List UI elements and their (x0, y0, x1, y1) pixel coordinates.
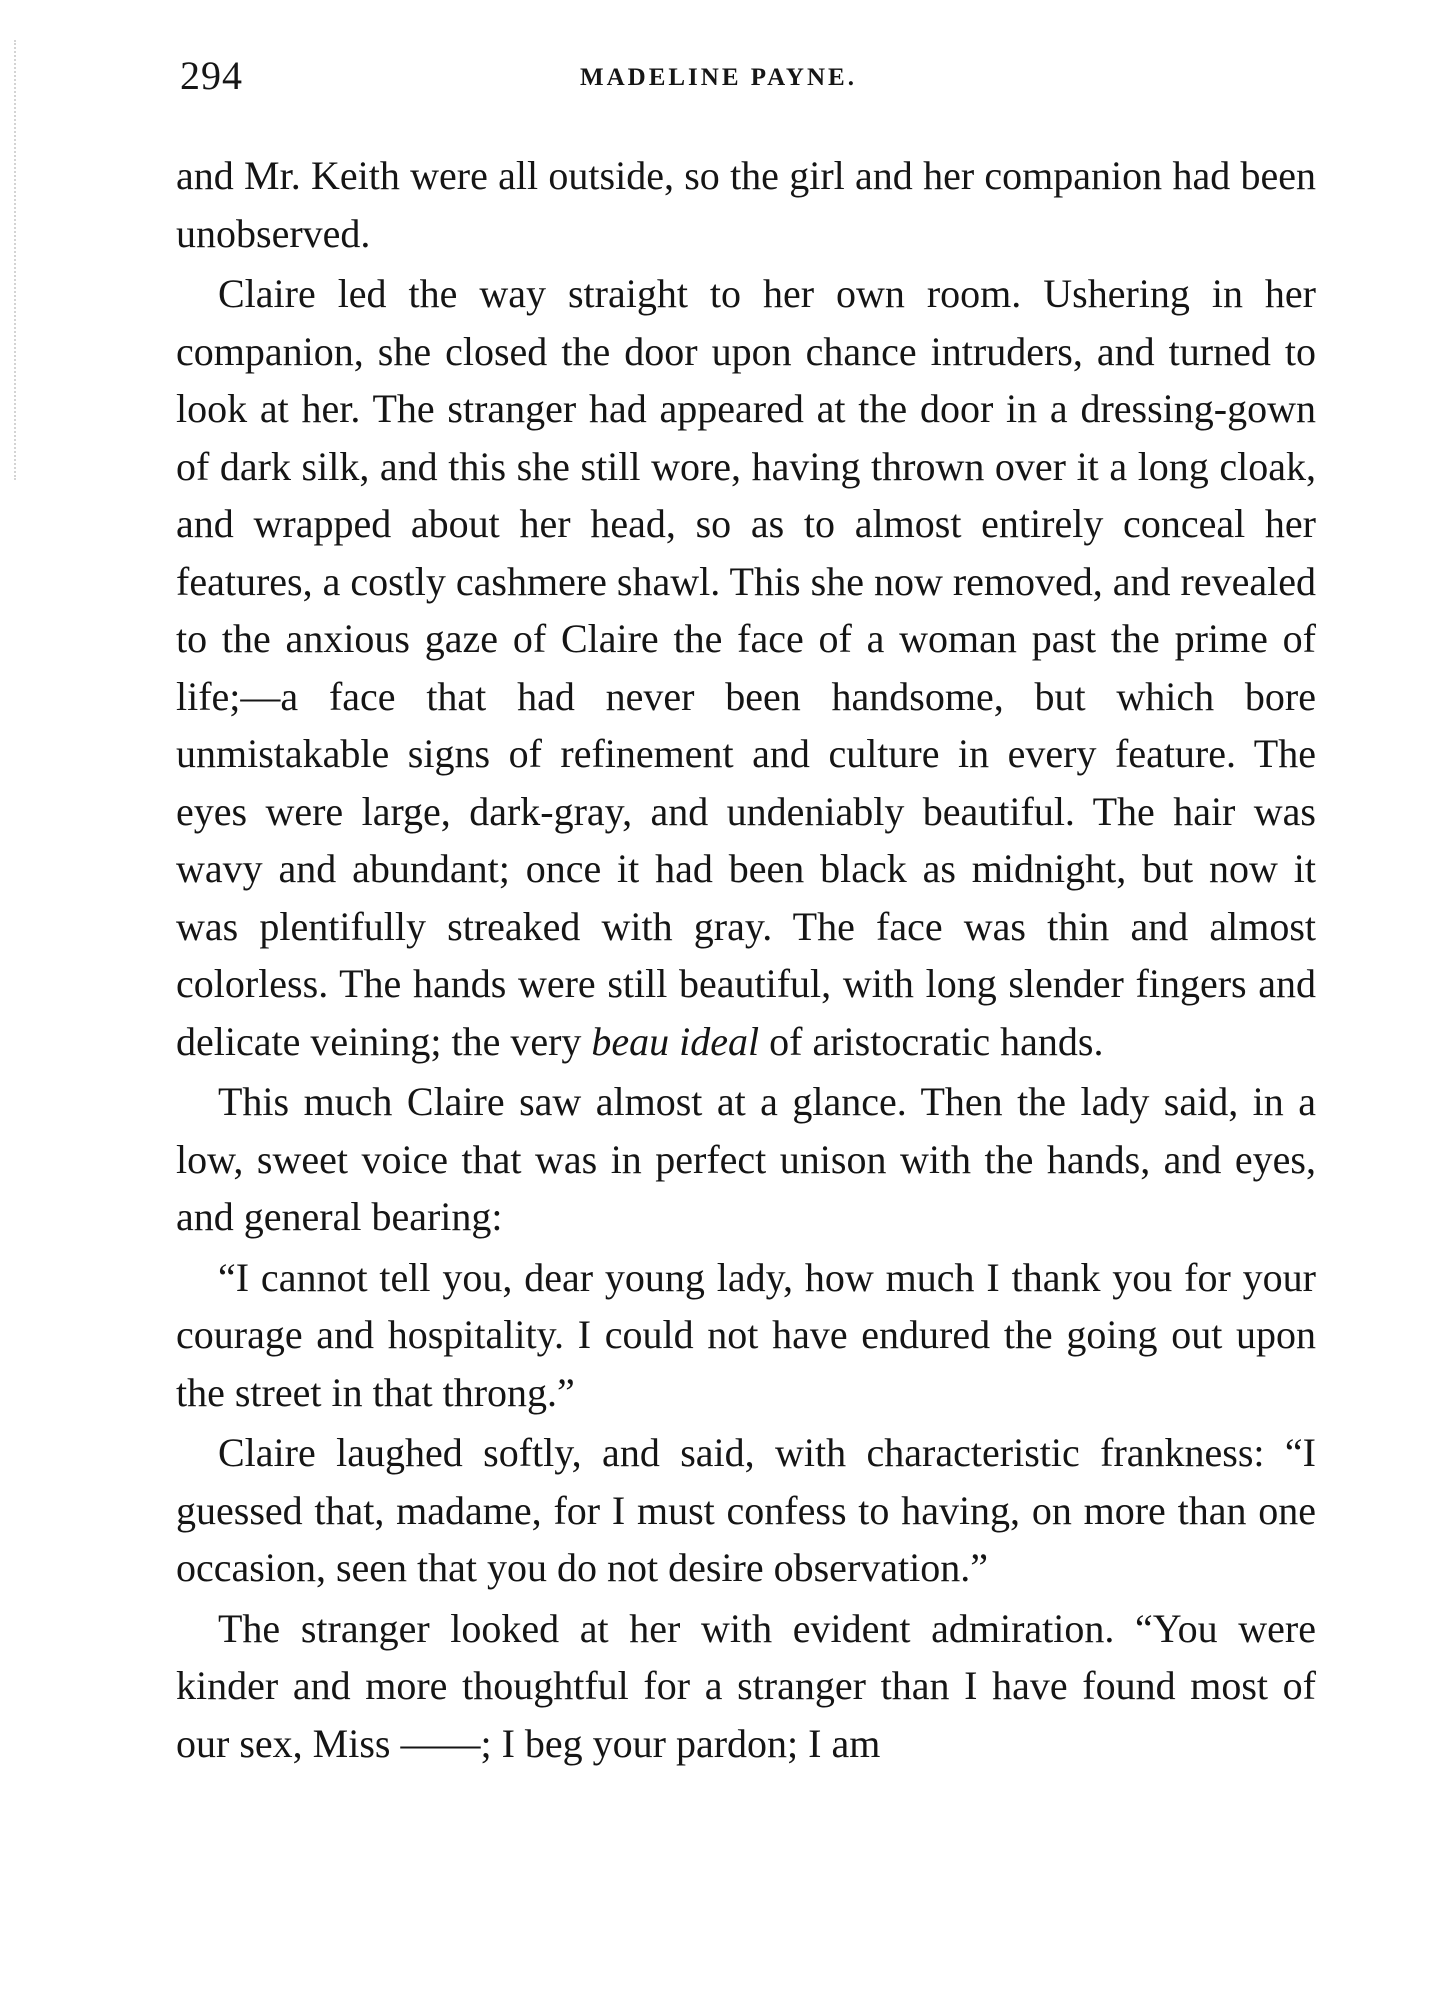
italic-phrase: beau ideal (591, 1018, 760, 1064)
running-title: MADELINE PAYNE. (580, 64, 857, 91)
paragraph-text: Claire led the way straight to her own room. Ushering in her companion, she closed the door upon chance intruders, and turned to look at her. The stranger had appeared at the door in a dressing-gown of dark silk, and this she still wore, having thrown over it a long cloak, and wrapped about her head, so as to almost entirely conceal her features, a costly cashmere shawl. This she now removed, and revealed to the anxious gaze of Claire the face of a woman past the prime of life;—a face that had never been handsome, but which bore unmistakable signs of refinement and culture in every feature. The eyes were large, dark-gray, and undeniably beautiful. The hair was wavy and abundant; once it had been black as midnight, but now it was plentifully streaked with gray. The face was thin and almost colorless. The hands were still beautiful, with long slender fingers and delicate veining; the very (176, 271, 1316, 1064)
paragraph: Claire laughed softly, and said, with characteristic frankness: “I guessed that, madame, for I must confess to having, on more than one occasion, seen that you do not desire observation.” (176, 1430, 1316, 1590)
page-number: 294 (180, 53, 243, 98)
paragraph: “I cannot tell you, dear young lady, how much I thank you for your courage and hospitality. I could not have endured the going out upon the street in that throng.” (176, 1254, 1316, 1415)
paragraph-text-end: of aristocratic hands. (759, 1018, 1104, 1064)
scan-margin-artifact (14, 40, 28, 480)
body-text (176, 147, 1316, 1772)
paragraph: The stranger looked at her with evident admiration. “You were kinder and more thoughtful for a stranger than I have found most of our sex, Miss ——; I beg your pardon; I am (176, 1605, 1316, 1766)
page-header (180, 52, 1320, 112)
paragraph (176, 265, 1316, 1070)
paragraph: and Mr. Keith were all outside, so the girl and her companion had been unobserved. (176, 153, 1316, 256)
paragraph: This much Claire saw almost at a glance. Then the lady said, in a low, sweet voice that was in perfect unison with the hands, and eyes, and general bearing: (176, 1079, 1316, 1239)
